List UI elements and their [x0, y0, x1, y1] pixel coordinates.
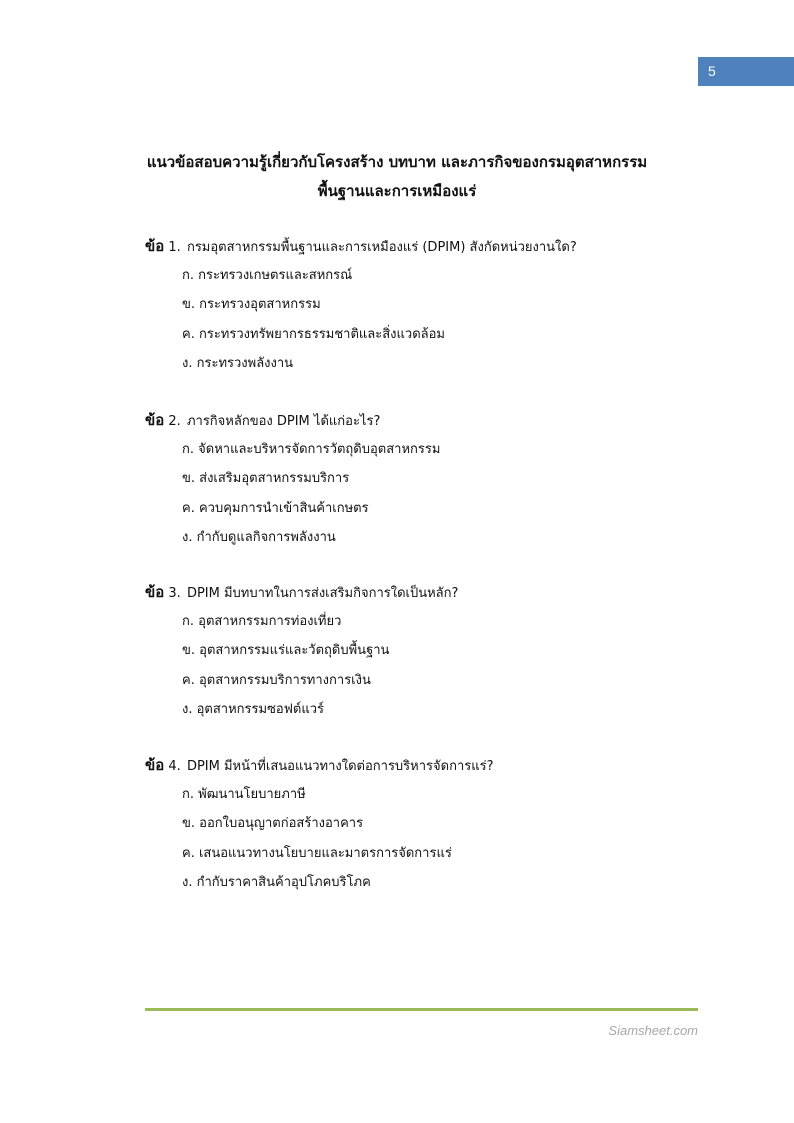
question-3 — [145, 582, 705, 720]
question-stem — [145, 410, 705, 430]
question-label: ข้อ — [145, 237, 165, 255]
option-d: ง. กำกับดูแลกิจการพลังงาน — [182, 530, 336, 546]
option-b: ข. กระทรวงอุตสาหกรรม — [182, 297, 321, 313]
question-text: ภารกิจหลักของ DPIM ได้แก่อะไร? — [186, 414, 381, 429]
option-b: ข. ออกใบอนุญาตก่อสร้างอาคาร — [182, 816, 364, 832]
question-number: 2. — [168, 414, 181, 429]
question-4 — [145, 755, 705, 893]
question-label: ข้อ — [145, 411, 165, 429]
question-2 — [145, 410, 705, 548]
option-d: ง. อุตสาหกรรมซอฟต์แวร์ — [182, 702, 325, 718]
page-number-badge — [698, 57, 794, 86]
footer-divider — [145, 1008, 698, 1011]
footer-site-name: Siamsheet.com — [608, 1023, 698, 1038]
question-stem — [145, 236, 705, 256]
option-c: ค. ควบคุมการนำเข้าสินค้าเกษตร — [182, 500, 369, 516]
question-number: 3. — [168, 586, 181, 601]
option-a: ก. จัดหาและบริหารจัดการวัตถุดิบอุตสาหกรรม — [182, 441, 441, 457]
page-number: 5 — [708, 63, 716, 79]
option-b: ข. ส่งเสริมอุตสาหกรรมบริการ — [182, 471, 350, 487]
option-c: ค. เสนอแนวทางนโยบายและมาตรการจัดการแร่ — [182, 845, 452, 861]
question-text: DPIM มีหน้าที่เสนอแนวทางใดต่อการบริหารจัดการแร่? — [186, 759, 494, 774]
option-d: ง. กระทรวงพลังงาน — [182, 356, 294, 372]
question-label: ข้อ — [145, 756, 165, 774]
option-b: ข. อุตสาหกรรมแร่และวัตถุดิบพื้นฐาน — [182, 643, 390, 659]
page-title-line-1: แนวข้อสอบความรู้เกี่ยวกับโครงสร้าง บทบาท และภารกิจของกรมอุตสาหกรรม — [146, 153, 648, 171]
question-text: DPIM มีบทบาทในการส่งเสริมกิจการใดเป็นหลัก? — [186, 586, 459, 601]
option-a: ก. อุตสาหกรรมการท่องเที่ยว — [182, 613, 342, 629]
question-1 — [145, 236, 705, 374]
question-stem — [145, 755, 705, 775]
option-c: ค. กระทรวงทรัพยากรธรรมชาติและสิ่งแวดล้อม — [182, 326, 445, 342]
question-text: กรมอุตสาหกรรมพื้นฐานและการเหมืองแร่ (DPIM) สังกัดหน่วยงานใด? — [186, 240, 577, 255]
question-label: ข้อ — [145, 583, 165, 601]
page-title-line-2: พื้นฐานและการเหมืองแร่ — [317, 182, 477, 200]
question-number: 1. — [168, 240, 181, 255]
question-stem — [145, 582, 705, 602]
option-a: ก. พัฒนานโยบายภาษี — [182, 786, 306, 802]
option-a: ก. กระทรวงเกษตรและสหกรณ์ — [182, 267, 353, 283]
option-c: ค. อุตสาหกรรมบริการทางการเงิน — [182, 672, 371, 688]
option-d: ง. กำกับราคาสินค้าอุปโภคบริโภค — [182, 875, 371, 891]
page-title — [100, 148, 694, 206]
question-number: 4. — [168, 759, 181, 774]
